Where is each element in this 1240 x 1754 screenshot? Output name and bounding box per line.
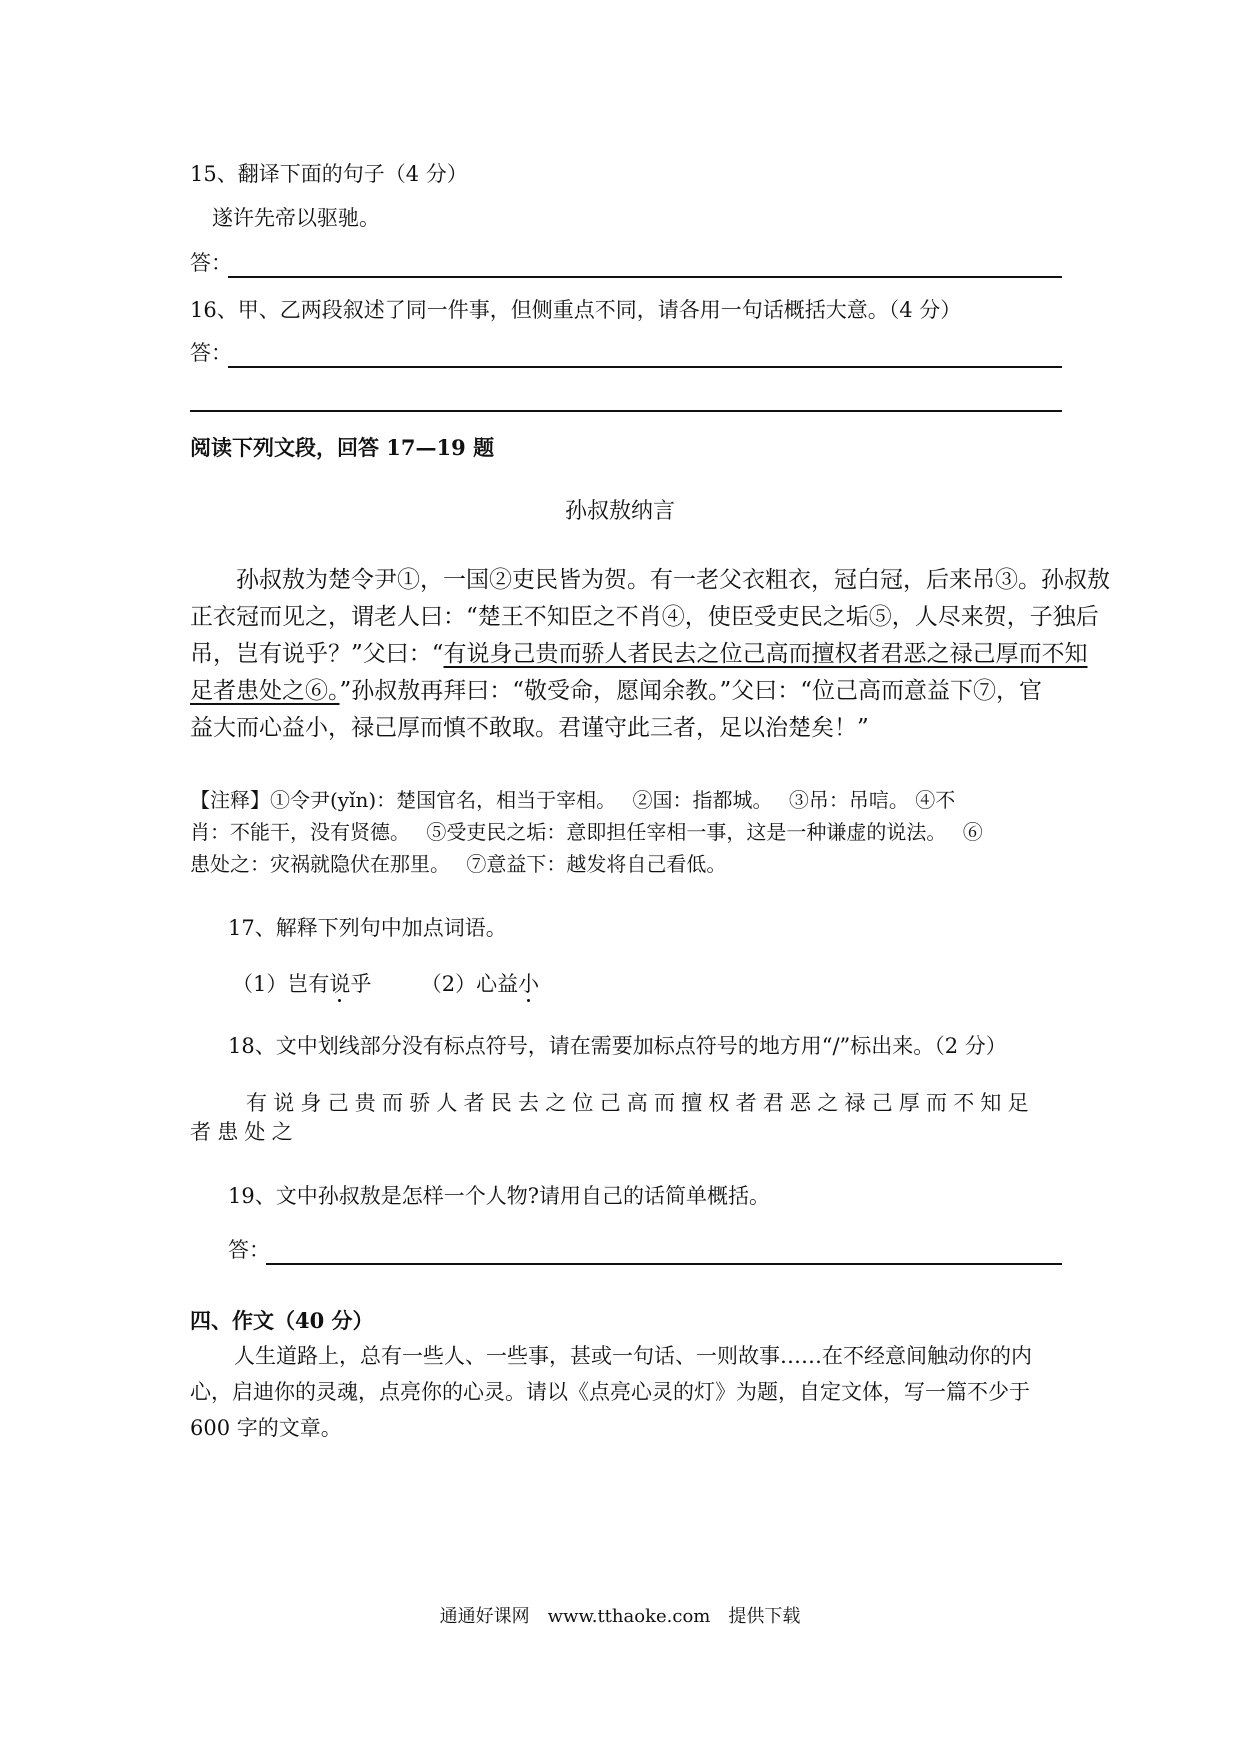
notes [190, 784, 1062, 880]
q15-sentence: 遂许先帝以驱驰。 [212, 206, 380, 230]
q16-title: 16、甲、乙两段叙述了同一件事，但侧重点不同，请各用一句话概括大意。（4 分） [190, 298, 962, 322]
q17-item-1-post: 乎 [350, 972, 372, 996]
q15-answer-label: 答： [190, 251, 232, 275]
q17-items [232, 969, 539, 999]
passage-line-4 [190, 673, 1062, 710]
q17-title: 17、解释下列句中加点词语。 [228, 916, 507, 940]
essay-line-2: 心，启迪你的灵魂，点亮你的心灵。请以《点亮心灵的灯》为题，自定文体，写一篇不少于 [190, 1380, 1030, 1404]
passage-line-2: 正衣冠而见之，谓老人曰：“楚王不知臣之不肖④，使臣受吏民之垢⑤，人尽来贺，子独后 [190, 604, 1099, 630]
q17-item-2-dotted-word: 小 [518, 972, 540, 996]
passage-line-4-text: ”孙叔敖再拜曰：“敬受命，愿闻余教。”父曰：“位己高而意益下⑦，官 [339, 678, 1043, 704]
passage-line-1: 孙叔敖为楚令尹①，一国②吏民皆为贺。有一老父衣粗衣，冠白冠，后来吊③。孙叔敖 [236, 567, 1110, 593]
notes-line-2: 肖：不能干，没有贤德。 ⑤受吏民之垢：意即担任宰相一事，这是一种谦虚的说法。 ⑥ [190, 820, 983, 844]
q19-answer-line [266, 1263, 1062, 1265]
q17-item-1-dotted-word: 说 [329, 972, 351, 996]
essay-line-3: 600 字的文章。 [190, 1416, 342, 1440]
q16-answer-label: 答： [190, 341, 232, 365]
passage-title: 孙叔敖纳言 [564, 499, 675, 524]
q17-item-2-pre: （2）心益 [420, 972, 519, 996]
passage [190, 562, 1110, 747]
passage-underlined-part-2: 足者患处之⑥。 [190, 678, 340, 704]
passage-line-3-text: 吊，岂有说乎？”父曰：“ [190, 641, 444, 667]
passage-line-5: 益大而心益小，禄己厚而慎不敢取。君谨守此三者，足以治楚矣！” [190, 715, 869, 741]
passage-underlined-part-1: 有说身己贵而骄人者民去之位己高而擅权者君恶之禄己厚而不知 [443, 641, 1088, 667]
q15-title: 15、翻译下面的句子（4 分） [190, 162, 468, 186]
q18-title: 18、文中划线部分没有标点符号，请在需要加标点符号的地方用“/”标出来。（2 分） [228, 1034, 1007, 1058]
q19-answer-label: 答： [228, 1238, 270, 1262]
q17-item-1 [232, 972, 371, 996]
q17-item-1-pre: （1）岂有 [232, 972, 330, 996]
notes-line-3: 患处之：灾祸就隐伏在那里。 ⑦意益下：越发将自己看低。 [190, 852, 727, 876]
q15-answer-row[interactable] [190, 248, 1062, 278]
q19-answer-row[interactable] [228, 1235, 1062, 1265]
q17-item-2 [421, 972, 539, 996]
essay-line-1: 人生道路上，总有一些人、一些事，甚或一句话、一则故事……在不经意间触动你的内 [234, 1344, 1032, 1368]
essay-heading: 四、作文（40 分） [190, 1308, 374, 1333]
q15-answer-line [228, 276, 1062, 278]
footer-credit: 通通好课网 www.tthaoke.com 提供下载 [439, 1606, 801, 1627]
reading-heading: 阅读下列文段，回答 17—19 题 [190, 435, 495, 460]
q18-text-line-1: 有说身己贵而骄人者民去之位己高而擅权者君恶之禄己厚而不知足 [246, 1091, 1035, 1115]
q16-answer-line [228, 366, 1062, 368]
q16-answer-row[interactable] [190, 338, 1062, 368]
q16-answer-line-2 [190, 410, 1062, 412]
q19-title: 19、文中孙叔敖是怎样一个人物?请用自己的话简单概括。 [228, 1184, 770, 1208]
notes-line-1: 【注释】①令尹(yǐn)：楚国官名，相当于宰相。 ②国：指都城。 ③吊：吊唁。 ④不 [190, 788, 956, 812]
essay-prompt [190, 1338, 1062, 1446]
passage-line-3 [190, 636, 1088, 673]
q18-text-line-2: 者患处之 [190, 1120, 299, 1144]
